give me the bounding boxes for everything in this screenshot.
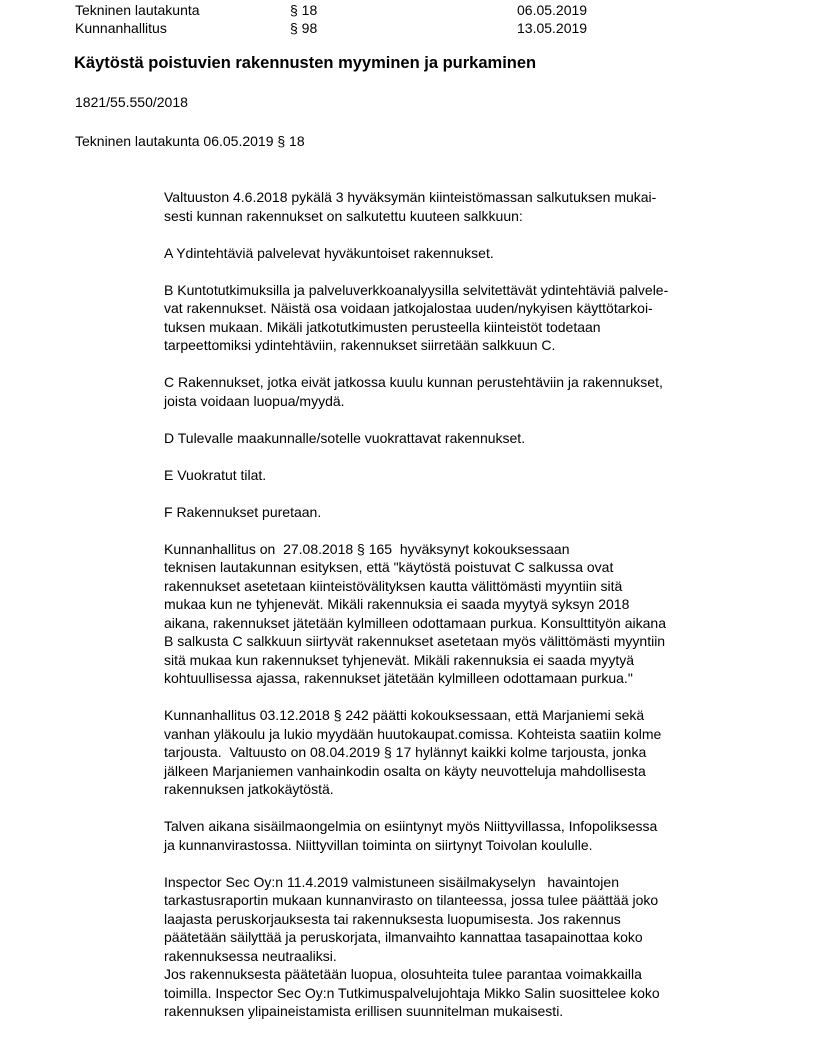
text-line: Kunnanhallitus 03.12.2018 § 242 päätti kokouksessaan, että Marjaniemi sekä xyxy=(164,707,645,723)
decision-section: § 98 xyxy=(290,19,318,36)
body-paragraph xyxy=(164,503,789,522)
text-line: Kunnanhallitus on 27.08.2018 § 165 hyväksynyt kokouksessaan xyxy=(164,540,570,557)
text-line: toimilla. Inspector Sec Oy:n Tutkimuspalvelujohtaja Mikko Salin suosittelee koko xyxy=(164,984,660,1001)
body-paragraph xyxy=(164,188,789,225)
decision-section: § 18 xyxy=(290,2,318,18)
text-line: Jos rakennuksesta päätetään luopua, olosuhteita tulee parantaa voimakkailla xyxy=(164,966,642,982)
decision-date: 13.05.2019 xyxy=(517,19,588,36)
body-paragraph xyxy=(164,466,789,485)
text-line: Inspector Sec Oy:n 11.4.2019 valmistuneen sisäilmakyselyn havaintojen xyxy=(164,873,619,890)
body-paragraph xyxy=(164,429,789,448)
text-line: C Rakennukset, jotka eivät jatkossa kuulu kunnan perustehtäviin ja rakennukset, xyxy=(164,374,663,390)
text-line: teknisen lautakunnan esityksen, että "käytöstä poistuvat C salkussa ovat xyxy=(164,559,614,575)
text-line: aikana, rakennukset jätetään kylmilleen odottamaan purkua. Konsulttityön aikana xyxy=(164,614,666,631)
text-line: kohtuullisessa ajassa, rakennukset jätetään kylmilleen odottamaan purkua." xyxy=(164,670,633,686)
text-line: jälkeen Marjaniemen vanhainkodin osalta on käyty neuvotteluja mahdollisesta xyxy=(164,762,646,779)
document-body xyxy=(164,188,789,1039)
text-line: Talven aikana sisäilmaongelmia on esiintynyt myös Niittyvillassa, Infopoliksessa xyxy=(164,818,658,834)
body-paragraph xyxy=(164,873,789,1021)
text-line: rakennuksen ylipaineistamista erillisen suunnitelman mukaisesti. xyxy=(164,1003,564,1019)
decision-history-row xyxy=(75,2,587,20)
text-line: joista voidaan luopua/myydä. xyxy=(164,392,345,409)
text-line: mukaa kun ne tyhjenevät. Mikäli rakennuksia ei saada myytyä syksyn 2018 xyxy=(164,596,630,612)
text-line: sesti kunnan rakennukset on salkutettu kuuteen salkkuun: xyxy=(164,207,523,224)
section-heading: Tekninen lautakunta 06.05.2019 § 18 xyxy=(75,133,305,149)
text-line: E Vuokratut tilat. xyxy=(164,466,267,483)
text-line: rakennukset asetetaan kiinteistövälityksen kautta välittömästi myyntiin sitä xyxy=(164,577,623,594)
body-paragraph xyxy=(164,244,789,263)
decision-history-row xyxy=(75,20,587,38)
decision-org: Tekninen lautakunta xyxy=(75,2,200,18)
text-line: päätetään säilyttää ja peruskorjata, ilmanvaihto kannattaa tasapainottaa koko xyxy=(164,929,643,945)
text-line: D Tulevalle maakunnalle/sotelle vuokrattavat rakennukset. xyxy=(164,429,526,446)
text-line: B salkusta C salkkuun siirtyvät rakennukset asetetaan myös välittömästi myyntiin xyxy=(164,633,666,649)
text-line: B Kuntotutkimuksilla ja palveluverkkoanalyysilla selvitettävät ydintehtäviä palvele- xyxy=(164,281,669,298)
body-paragraph xyxy=(164,706,789,799)
text-line: Valtuuston 4.6.2018 pykälä 3 hyväksymän kiinteistömassan salkutuksen mukai- xyxy=(164,189,657,205)
text-line: tuksen mukaan. Mikäli jatkotutkimusten perusteella kiinteistöt todetaan xyxy=(164,318,601,335)
body-paragraph xyxy=(164,817,789,854)
text-line: laajasta peruskorjauksesta tai rakennuksesta luopumisesta. Jos rakennus xyxy=(164,910,621,927)
decision-history-table xyxy=(75,2,587,37)
text-line: rakennuksen jatkokäytöstä. xyxy=(164,781,334,797)
body-paragraph xyxy=(164,281,789,355)
body-paragraph xyxy=(164,373,789,410)
body-paragraph xyxy=(164,540,789,688)
case-number: 1821/55.550/2018 xyxy=(75,94,188,110)
text-line: tarjousta. Valtuusto on 08.04.2019 § 17 hylännyt kaikki kolme tarjousta, jonka xyxy=(164,744,647,760)
text-line: rakennuksessa neutraaliksi. xyxy=(164,947,337,964)
text-line: sitä mukaa kun rakennukset tyhjenevät. Mikäli rakennuksia ei saada myytyä xyxy=(164,651,635,668)
document-title: Käytöstä poistuvien rakennusten myyminen ja purkaminen xyxy=(74,54,537,72)
decision-org: Kunnanhallitus xyxy=(75,19,167,36)
text-line: tarpeettomiksi ydintehtäviin, rakennukset siirretään salkkuun C. xyxy=(164,337,556,353)
decision-date: 06.05.2019 xyxy=(517,2,588,18)
text-line: vanhan yläkoulu ja lukio myydään huutokaupat.comissa. Kohteista saatiin kolme xyxy=(164,725,662,742)
text-line: F Rakennukset puretaan. xyxy=(164,503,322,520)
text-line: tarkastusraportin mukaan kunnanvirasto on tilanteessa, jossa tulee päättää joko xyxy=(164,892,659,908)
text-line: vat rakennukset. Näistä osa voidaan jatkojalostaa uuden/nykyisen käyttötarkoi- xyxy=(164,300,653,316)
text-line: ja kunnanvirastossa. Niittyvillan toiminta on siirtynyt Toivolan koululle. xyxy=(164,836,593,853)
text-line: A Ydintehtäviä palvelevat hyväkuntoiset rakennukset. xyxy=(164,244,494,261)
